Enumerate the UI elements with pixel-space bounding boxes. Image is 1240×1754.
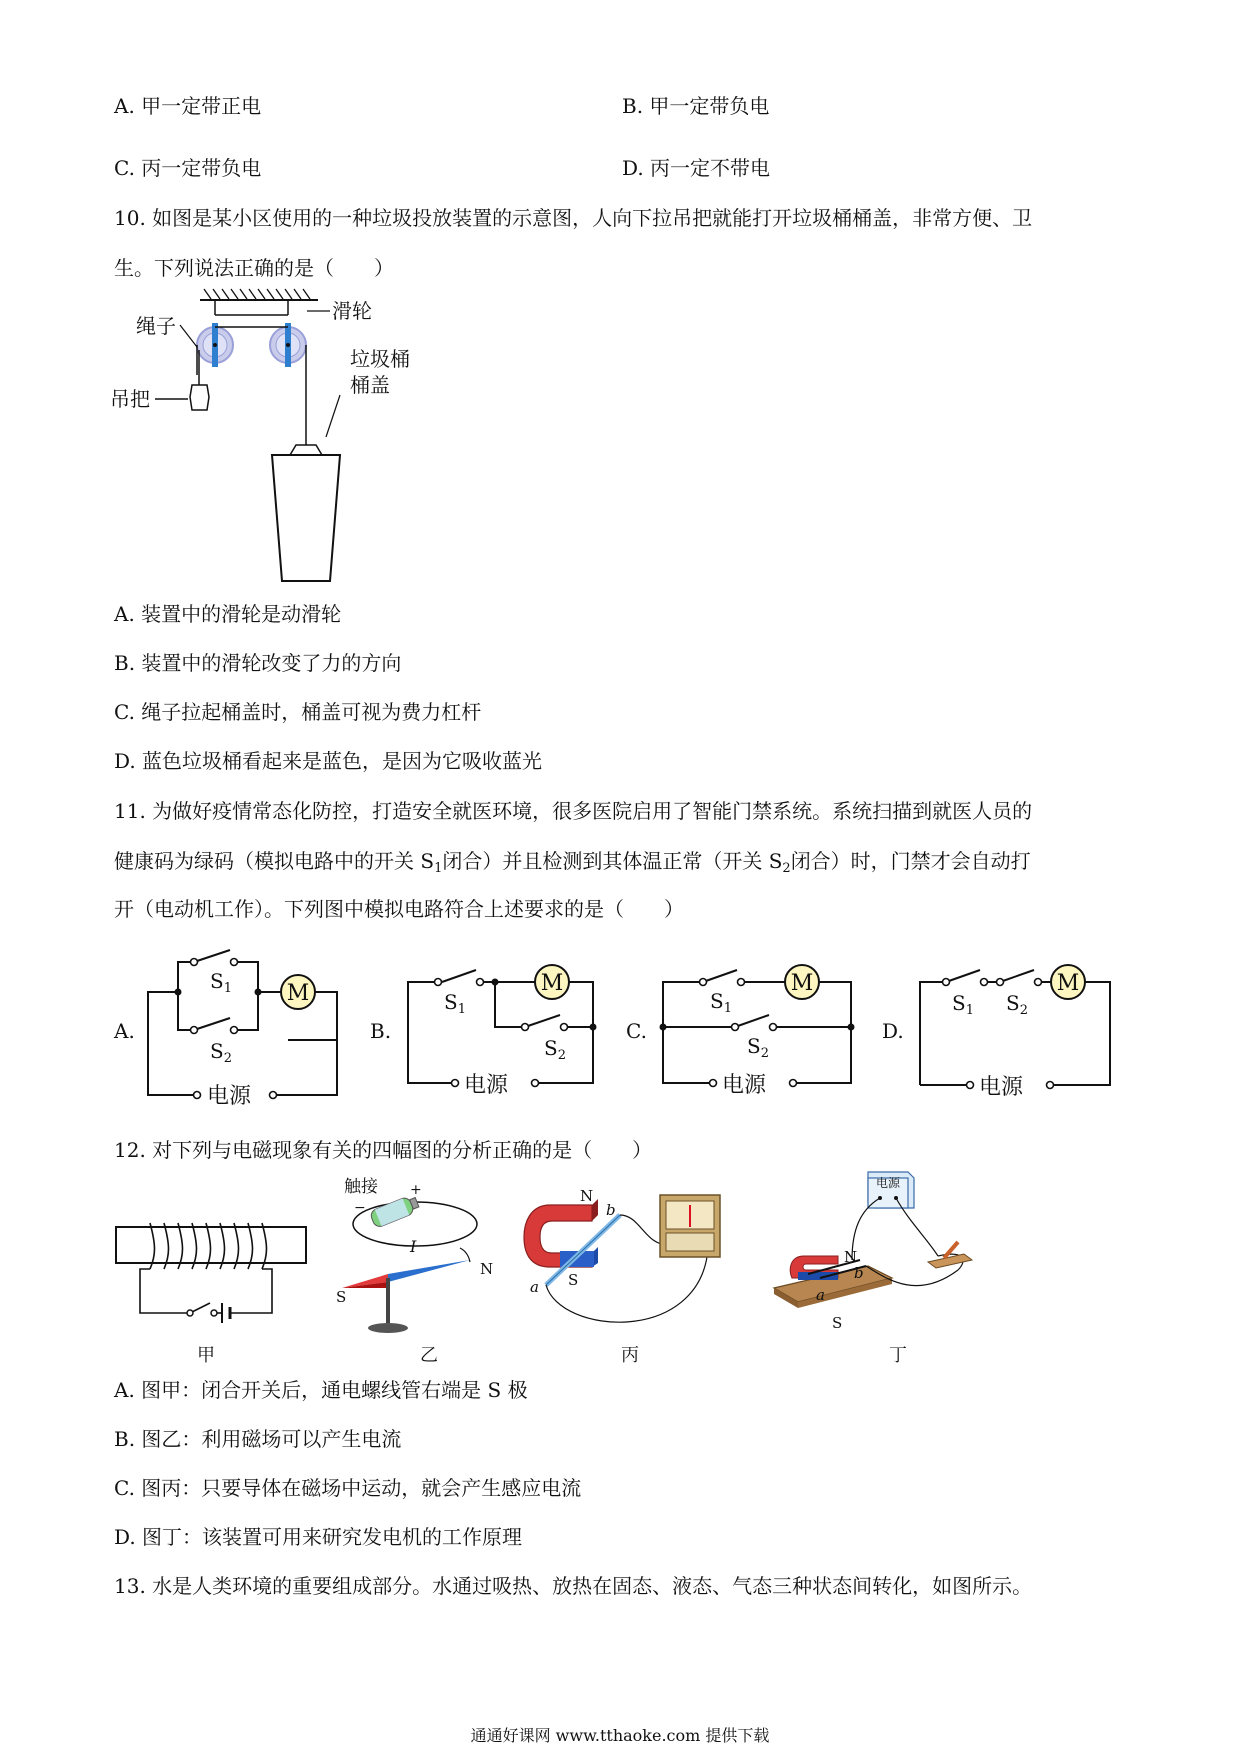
switch-s1: $S_1$ [952,991,974,1018]
circuit-b [400,955,610,1098]
q13-stem: 13. 水是人类环境的重要组成部分。水通过吸热、放热在固态、液态、气态三种状态间转化，如图所示。 [114,1574,1033,1598]
label-handle: 吊把 [110,387,150,411]
motor-symbol: M [540,971,564,996]
q12-option-d: D. 图丁：该装置可用来研究发电机的工作原理 [114,1525,523,1549]
page-footer: 通通好课网 www.tthaoke.com 提供下载 [470,1726,770,1745]
rod-end-b: b [854,1264,864,1282]
q12-option-b: B. 图乙：利用磁场可以产生电流 [114,1427,402,1451]
fig-jia-solenoid [112,1225,312,1345]
fig-jia-caption: 甲 [197,1345,215,1366]
q9-option-b: B. 甲一定带负电 [622,94,770,118]
label-bin: 垃圾桶 [350,347,410,371]
q10-option-c: C. 绳子拉起桶盖时，桶盖可视为费力杠杆 [114,700,482,724]
switch-s2: $S_2$ [1006,991,1028,1018]
fig-ding-caption: 丁 [889,1345,907,1366]
magnet-north: N [580,1187,594,1205]
q12-option-c: C. 图丙：只要导体在磁场中运动，就会产生感应电流 [114,1476,582,1500]
q10-option-d: D. 蓝色垃圾桶看起来是蓝色，是因为它吸收蓝光 [114,749,543,773]
battery-minus: − [354,1200,366,1216]
label-lid: 桶盖 [350,373,390,397]
circuit-c-label: C. [626,1019,647,1043]
q11-stem-line2: 健康码为绿码（模拟电路中的开关 $S_1$闭合）并且检测到其体温正常（开关 $S_2$闭合）时，门禁才会自动打 [114,849,1031,876]
switch-s1: $S_1$ [710,989,732,1016]
motor-symbol: M [1056,971,1080,996]
needle-south: S [336,1288,347,1306]
switch-s2: $S_2$ [747,1034,769,1061]
needle-north: N [480,1260,494,1278]
rod-end-a: a [816,1286,825,1304]
q11-stem-line1: 11. 为做好疫情常态化防控，打造安全就医环境，很多医院启用了智能门禁系统。系统扫描到就医人员的 [114,799,1033,823]
q9-option-a: A. 甲一定带正电 [114,94,262,118]
power-source: 电源 [979,1075,1024,1100]
battery-plus: + [410,1182,422,1198]
current-label: I [410,1237,417,1256]
circuit-d [912,955,1122,1100]
q12-option-a: A. 图甲：闭合开关后，通电螺线管右端是 S 极 [114,1378,528,1402]
magnet-south: S [568,1271,579,1289]
switch-s1: $S_1$ [210,969,232,996]
q9-option-d: D. 丙一定不带电 [622,156,771,180]
fig-yi-caption: 乙 [420,1345,438,1366]
fig-bing-induction [520,1185,740,1345]
q10-option-a: A. 装置中的滑轮是动滑轮 [114,602,342,626]
q10-option-b: B. 装置中的滑轮改变了力的方向 [114,651,402,675]
circuit-a-label: A. [114,1019,135,1043]
fig-yi-oersted [336,1177,510,1348]
q12-stem: 12. 对下列与电磁现象有关的四幅图的分析正确的是（ ） [114,1138,653,1162]
switch-s2: $S_2$ [544,1036,566,1063]
fig-ding-motor [768,1170,988,1340]
circuit-a [140,940,350,1109]
magnet-south: S [832,1314,843,1332]
power-source: 电源 [722,1073,767,1098]
q10-pulley-figure [100,285,440,585]
q10-stem-line2: 生。下列说法正确的是（ ） [114,256,394,280]
conductor-end-a: a [530,1278,539,1296]
q9-option-c: C. 丙一定带负电 [114,156,262,180]
fig-bing-caption: 丙 [621,1345,639,1366]
label-pulley: 滑轮 [332,299,372,323]
touch-label: 触接 [344,1177,378,1197]
switch-s2: $S_2$ [210,1039,232,1066]
power-box-label: 电源 [875,1176,901,1190]
motor-symbol: M [790,971,814,996]
pulley-right [270,323,306,367]
power-source: 电源 [207,1084,252,1109]
motor-symbol: M [286,981,310,1006]
circuit-c [655,955,865,1098]
switch-s1: $S_1$ [444,990,466,1017]
q11-stem-line3: 开（电动机工作）。下列图中模拟电路符合上述要求的是（ ） [114,897,684,921]
label-rope: 绳子 [136,314,176,338]
power-source: 电源 [464,1073,509,1098]
conductor-end-b: b [606,1201,616,1219]
q10-stem-line1: 10. 如图是某小区使用的一种垃圾投放装置的示意图，人向下拉吊把就能打开垃圾桶桶盖，非常方便、卫 [114,206,1033,230]
circuit-d-label: D. [882,1019,904,1043]
magnet-north: N [844,1248,858,1266]
circuit-b-label: B. [370,1019,392,1043]
pulley-left [197,323,233,367]
